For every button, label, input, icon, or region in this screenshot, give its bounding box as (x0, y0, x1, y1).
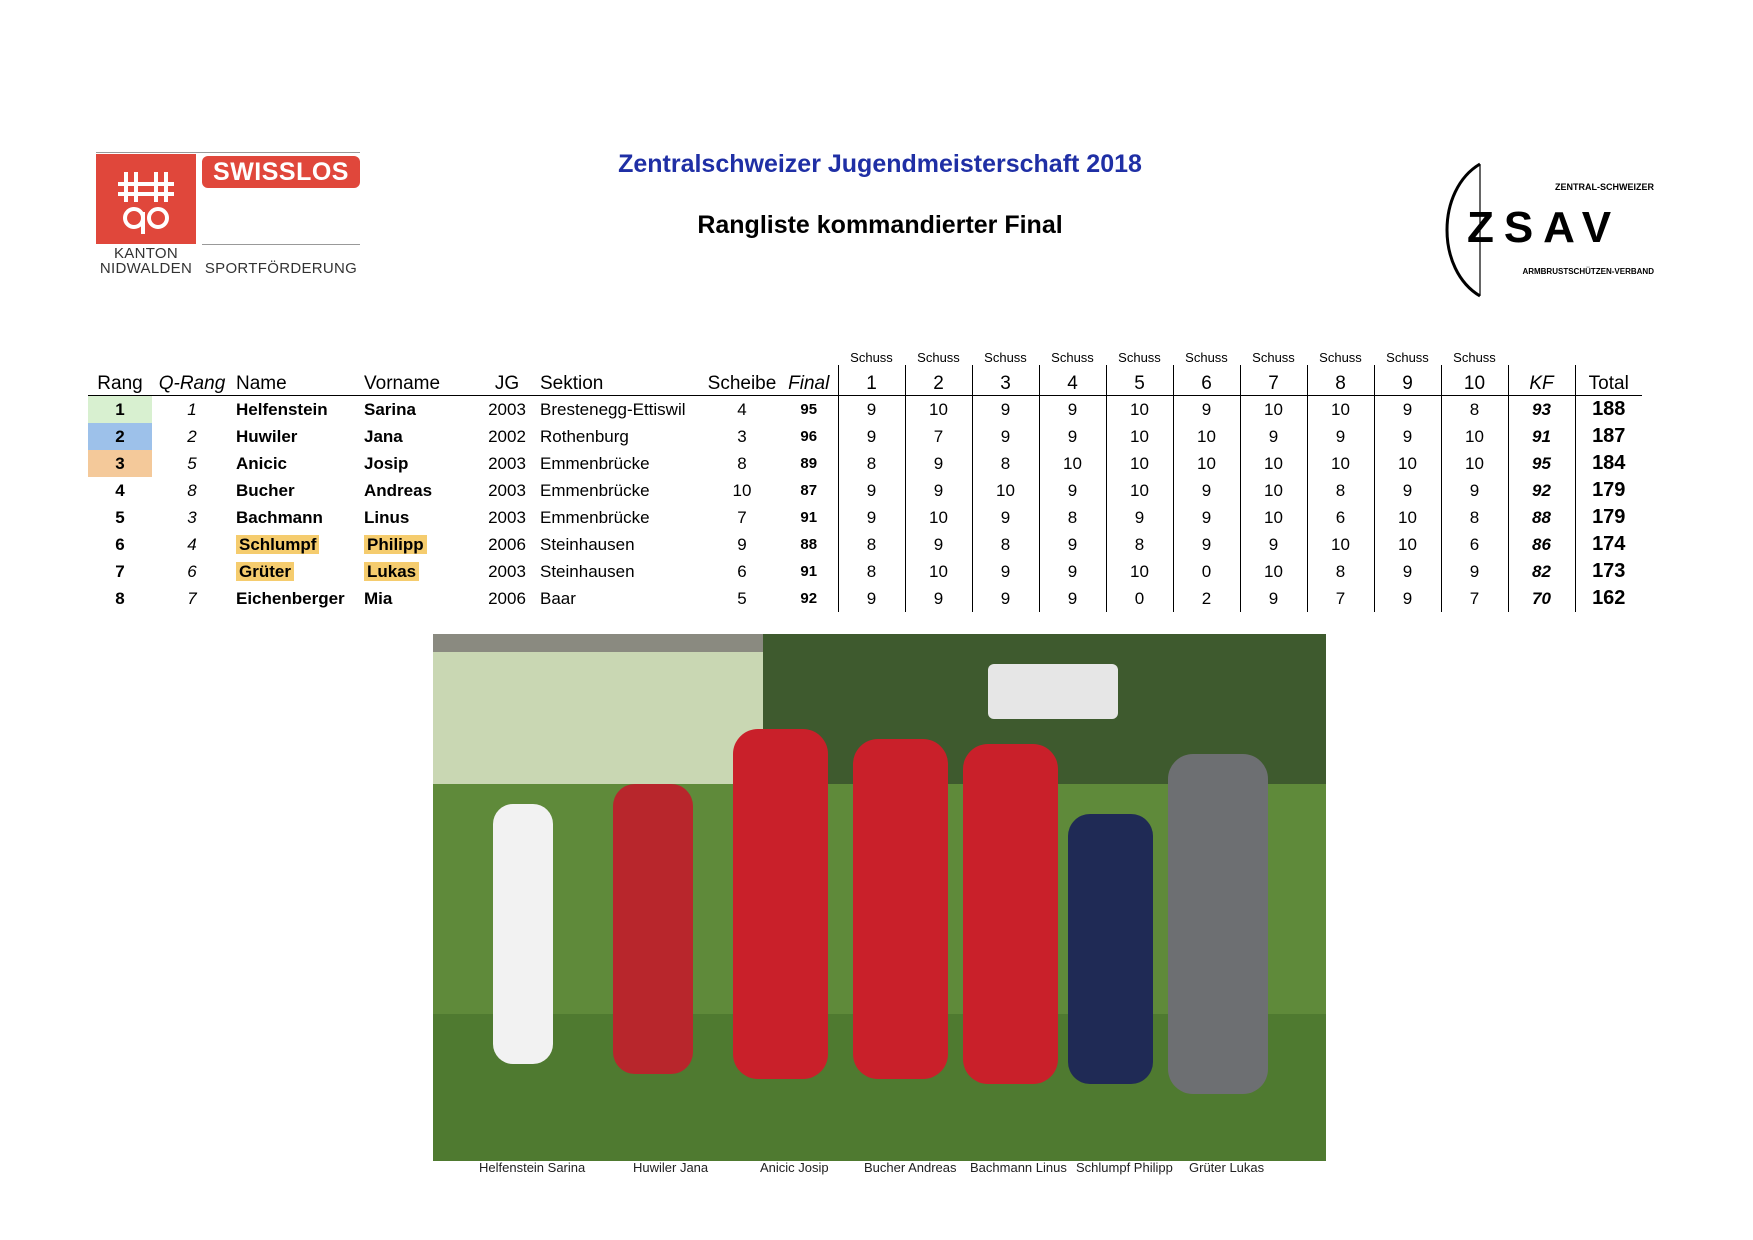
shot-cell: 9 (1240, 585, 1307, 612)
col-header-final: Final (780, 365, 838, 396)
shot-cell: 8 (972, 450, 1039, 477)
shot-cell: 9 (838, 396, 905, 424)
shot-label: Schuss (1252, 350, 1295, 365)
total-cell: 179 (1575, 504, 1642, 531)
shot-cell: 9 (1374, 558, 1441, 585)
shot-cell: 10 (1106, 450, 1173, 477)
table-row (88, 423, 1642, 450)
table-row (88, 396, 1642, 424)
scheibe-cell: 8 (737, 453, 747, 473)
name-cell: Huwiler (236, 426, 298, 446)
final-cell: 91 (800, 563, 818, 580)
sponsor-subtitle: SPORTFÖRDERUNG (204, 260, 358, 277)
sektion-cell: Emmenbrücke (540, 507, 650, 527)
total-cell: 187 (1575, 423, 1642, 450)
shot-cell: 7 (905, 423, 972, 450)
q-rang-cell: 1 (187, 399, 197, 419)
shot-cell: 9 (905, 531, 972, 558)
photo-caption: Grüter Lukas (1189, 1160, 1265, 1175)
page-title: Zentralschweizer Jugendmeisterschaft 2018 (618, 150, 1142, 178)
team-photo (433, 634, 1326, 1161)
svg-text:ARMBRUSTSCHÜTZEN-VERBAND: ARMBRUSTSCHÜTZEN-VERBAND (1522, 267, 1654, 276)
q-rang-cell: 5 (187, 453, 197, 473)
kf-cell: 92 (1508, 477, 1575, 504)
shot-cell: 10 (905, 504, 972, 531)
col-header-shot-6: 6 (1173, 365, 1240, 396)
scheibe-cell: 3 (737, 426, 747, 446)
photo-caption: Bachmann Linus (970, 1160, 1067, 1175)
total-cell: 184 (1575, 450, 1642, 477)
vorname-cell: Andreas (364, 480, 433, 500)
final-cell: 87 (800, 482, 818, 499)
sektion-cell: Steinhausen (540, 534, 635, 554)
shot-cell: 10 (972, 477, 1039, 504)
shot-cell: 8 (838, 450, 905, 477)
sektion-cell: Emmenbrücke (540, 480, 650, 500)
photo-caption: Huwiler Jana (633, 1160, 709, 1175)
jg-cell: 2003 (488, 453, 526, 473)
nidwalden-crest-icon (96, 154, 196, 244)
shot-cell: 10 (1240, 477, 1307, 504)
name-cell (232, 531, 360, 558)
shot-cell: 9 (1374, 585, 1441, 612)
shot-label: Schuss (1118, 350, 1161, 365)
name-highlight: Schlumpf (236, 535, 319, 554)
final-cell: 92 (800, 590, 818, 607)
shot-cell: 9 (838, 423, 905, 450)
shot-cell: 9 (1441, 477, 1508, 504)
total-cell: 188 (1575, 396, 1642, 424)
final-cell: 88 (800, 536, 818, 553)
shot-cell: 0 (1173, 558, 1240, 585)
shot-cell: 10 (1106, 423, 1173, 450)
shot-cell: 9 (1173, 531, 1240, 558)
ranking-table (88, 345, 1642, 612)
shot-cell: 8 (1307, 477, 1374, 504)
final-cell: 89 (800, 455, 818, 472)
shot-cell: 9 (1240, 423, 1307, 450)
table-row (88, 504, 1642, 531)
final-cell: 95 (800, 401, 818, 418)
shot-cell: 2 (1173, 585, 1240, 612)
total-cell: 162 (1575, 585, 1642, 612)
total-cell: 174 (1575, 531, 1642, 558)
shot-label: Schuss (984, 350, 1027, 365)
name-cell: Bucher (236, 480, 295, 500)
shot-cell: 9 (972, 585, 1039, 612)
name-cell: Eichenberger (236, 588, 345, 608)
shot-cell: 8 (1039, 504, 1106, 531)
shot-cell: 9 (972, 396, 1039, 424)
swisslos-logo: SWISSLOS (202, 156, 360, 188)
shot-cell: 8 (1106, 531, 1173, 558)
shot-cell: 8 (1307, 558, 1374, 585)
rang-cell: 5 (115, 507, 125, 527)
jg-cell: 2003 (488, 480, 526, 500)
shot-cell: 10 (1240, 450, 1307, 477)
shot-cell: 9 (1173, 477, 1240, 504)
shot-cell: 9 (1039, 396, 1106, 424)
kf-cell: 93 (1508, 396, 1575, 424)
sektion-cell: Emmenbrücke (540, 453, 650, 473)
total-cell: 173 (1575, 558, 1642, 585)
canton-name: NIDWALDEN (99, 260, 193, 277)
shot-cell: 9 (905, 585, 972, 612)
col-header-total: Total (1575, 365, 1642, 396)
shot-cell: 9 (1173, 504, 1240, 531)
vorname-cell: Jana (364, 426, 403, 446)
rang-cell: 8 (115, 588, 125, 608)
shot-cell: 10 (1374, 450, 1441, 477)
col-header-name: Name (232, 365, 360, 396)
shot-cell: 9 (838, 477, 905, 504)
shot-cell: 6 (1441, 531, 1508, 558)
col-header-shot-10: 10 (1441, 365, 1508, 396)
shot-label: Schuss (850, 350, 893, 365)
shot-cell: 0 (1106, 585, 1173, 612)
jg-cell: 2006 (488, 534, 526, 554)
vorname-highlight: Philipp (364, 535, 427, 554)
shot-cell: 9 (1240, 531, 1307, 558)
name-cell (232, 558, 360, 585)
shot-cell: 9 (838, 504, 905, 531)
rang-cell: 1 (88, 396, 152, 424)
shot-cell: 7 (1307, 585, 1374, 612)
col-header-shot-4: 4 (1039, 365, 1106, 396)
col-header-jg: JG (478, 365, 536, 396)
col-header-sektion: Sektion (536, 365, 704, 396)
col-header-shot-5: 5 (1106, 365, 1173, 396)
logo-divider (96, 152, 360, 153)
canton-label: KANTON (113, 245, 179, 262)
table-row (88, 450, 1642, 477)
shot-cell: 6 (1307, 504, 1374, 531)
q-rang-cell: 2 (187, 426, 197, 446)
shot-cell: 8 (972, 531, 1039, 558)
zsav-logo (1428, 160, 1656, 300)
photo-caption: Schlumpf Philipp (1076, 1160, 1173, 1175)
kanton-nidwalden-logo (96, 152, 360, 278)
shot-cell: 10 (1106, 558, 1173, 585)
jg-cell: 2003 (488, 507, 526, 527)
shot-cell: 10 (905, 558, 972, 585)
shot-cell: 9 (1039, 585, 1106, 612)
q-rang-cell: 4 (187, 534, 197, 554)
shot-cell: 10 (1173, 450, 1240, 477)
shot-label: Schuss (917, 350, 960, 365)
kf-cell: 91 (1508, 423, 1575, 450)
q-rang-cell: 3 (187, 507, 197, 527)
vorname-highlight: Lukas (364, 562, 419, 581)
kf-cell: 82 (1508, 558, 1575, 585)
shot-cell: 10 (1374, 504, 1441, 531)
final-cell: 91 (800, 509, 818, 526)
q-rang-cell: 7 (187, 588, 197, 608)
shot-cell: 10 (1374, 531, 1441, 558)
shot-label: Schuss (1185, 350, 1228, 365)
shot-cell: 9 (1374, 396, 1441, 424)
col-header-scheibe: Scheibe (704, 365, 780, 396)
scheibe-cell: 10 (732, 480, 752, 500)
shot-cell: 8 (838, 531, 905, 558)
jg-cell: 2003 (488, 399, 526, 419)
table-row (88, 531, 1642, 558)
shot-cell: 8 (1441, 504, 1508, 531)
jg-cell: 2003 (488, 561, 526, 581)
name-cell: Bachmann (236, 507, 323, 527)
shot-cell: 9 (1374, 423, 1441, 450)
shot-cell: 10 (1240, 558, 1307, 585)
shot-cell: 9 (1039, 477, 1106, 504)
shot-cell: 9 (905, 450, 972, 477)
shot-cell: 9 (1039, 558, 1106, 585)
table-row (88, 585, 1642, 612)
col-header-shot-2: 2 (905, 365, 972, 396)
scheibe-cell: 7 (737, 507, 747, 527)
shot-cell: 9 (1039, 531, 1106, 558)
scheibe-cell: 6 (737, 561, 747, 581)
rang-cell: 3 (88, 450, 152, 477)
shot-cell: 9 (1374, 477, 1441, 504)
shot-cell: 9 (1441, 558, 1508, 585)
kf-cell: 70 (1508, 585, 1575, 612)
logo-divider (202, 244, 360, 245)
shot-label: Schuss (1319, 350, 1362, 365)
kf-cell: 88 (1508, 504, 1575, 531)
shot-cell: 9 (838, 585, 905, 612)
photo-caption: Anicic Josip (760, 1160, 829, 1175)
shot-cell: 10 (1240, 504, 1307, 531)
page-subtitle: Rangliste kommandierter Final (697, 211, 1063, 239)
shot-cell: 10 (1106, 477, 1173, 504)
sektion-cell: Brestenegg-Ettiswil (540, 399, 686, 419)
vorname-cell: Sarina (364, 399, 416, 419)
shot-cell: 10 (1307, 396, 1374, 424)
shot-cell: 10 (1240, 396, 1307, 424)
shot-cell: 10 (1307, 531, 1374, 558)
shot-cell: 9 (1106, 504, 1173, 531)
shot-label-row (88, 345, 1642, 365)
total-cell: 179 (1575, 477, 1642, 504)
rang-cell: 4 (115, 480, 125, 500)
vorname-cell (360, 558, 478, 585)
name-cell: Helfenstein (236, 399, 328, 419)
col-header-rang: Rang (88, 365, 152, 396)
col-header-vorname: Vorname (360, 365, 478, 396)
jg-cell: 2006 (488, 588, 526, 608)
sektion-cell: Rothenburg (540, 426, 629, 446)
shot-cell: 10 (1441, 423, 1508, 450)
rang-cell: 7 (115, 561, 125, 581)
shot-cell: 9 (1039, 423, 1106, 450)
shot-cell: 9 (1307, 423, 1374, 450)
shot-cell: 9 (905, 477, 972, 504)
sektion-cell: Baar (540, 588, 576, 608)
vorname-cell: Josip (364, 453, 409, 473)
col-header-shot-1: 1 (838, 365, 905, 396)
kf-cell: 95 (1508, 450, 1575, 477)
shot-cell: 10 (1173, 423, 1240, 450)
shot-label: Schuss (1386, 350, 1429, 365)
shot-label: Schuss (1453, 350, 1496, 365)
q-rang-cell: 6 (187, 561, 197, 581)
shot-cell: 8 (838, 558, 905, 585)
col-header-q-rang: Q-Rang (152, 365, 232, 396)
col-header-kf: KF (1508, 365, 1575, 396)
final-cell: 96 (800, 428, 818, 445)
kf-cell: 86 (1508, 531, 1575, 558)
scheibe-cell: 4 (737, 399, 747, 419)
table-row (88, 558, 1642, 585)
shot-cell: 10 (1039, 450, 1106, 477)
table-header (88, 365, 1642, 396)
vorname-cell: Mia (364, 588, 393, 608)
rang-cell: 2 (88, 423, 152, 450)
photo-captions (433, 1160, 1326, 1182)
shot-cell: 7 (1441, 585, 1508, 612)
table-row (88, 477, 1642, 504)
col-header-shot-3: 3 (972, 365, 1039, 396)
jg-cell: 2002 (488, 426, 526, 446)
shot-cell: 9 (972, 558, 1039, 585)
sektion-cell: Steinhausen (540, 561, 635, 581)
shot-cell: 10 (905, 396, 972, 424)
name-cell: Anicic (236, 453, 288, 473)
col-header-shot-8: 8 (1307, 365, 1374, 396)
name-highlight: Grüter (236, 562, 294, 581)
vorname-cell: Linus (364, 507, 410, 527)
rang-cell: 6 (115, 534, 125, 554)
shot-cell: 10 (1441, 450, 1508, 477)
photo-caption: Bucher Andreas (864, 1160, 957, 1175)
shot-cell: 9 (1173, 396, 1240, 424)
svg-text:ZSAV: ZSAV (1466, 203, 1622, 252)
shot-label: Schuss (1051, 350, 1094, 365)
shot-cell: 10 (1307, 450, 1374, 477)
shot-cell: 9 (972, 504, 1039, 531)
shot-cell: 10 (1106, 396, 1173, 424)
scheibe-cell: 9 (737, 534, 747, 554)
scheibe-cell: 5 (737, 588, 747, 608)
svg-text:ZENTRAL-SCHWEIZER: ZENTRAL-SCHWEIZER (1555, 182, 1654, 192)
col-header-shot-7: 7 (1240, 365, 1307, 396)
shot-cell: 8 (1441, 396, 1508, 424)
vorname-cell (360, 531, 478, 558)
photo-caption: Helfenstein Sarina (479, 1160, 586, 1175)
shot-cell: 9 (972, 423, 1039, 450)
q-rang-cell: 8 (187, 480, 197, 500)
col-header-shot-9: 9 (1374, 365, 1441, 396)
